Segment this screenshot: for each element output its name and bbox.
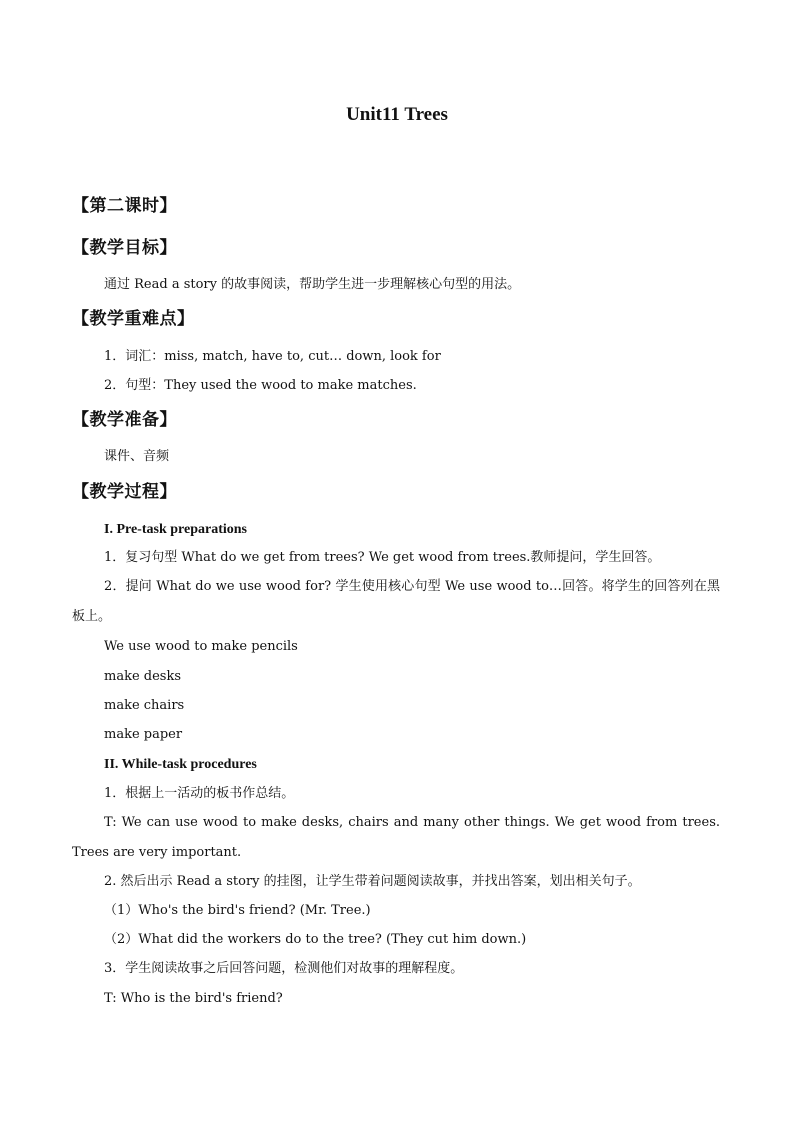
board-list-3: make chairs bbox=[104, 698, 185, 713]
board-list-2: make desks bbox=[104, 669, 182, 684]
pre-task-step-1: 1．复习句型 What do we get from trees? We get wood from trees.教师提问，学生回答。 bbox=[104, 550, 661, 565]
heading-process: 【教学过程】 bbox=[72, 482, 177, 502]
board-list-1: We use wood to make pencils bbox=[104, 639, 298, 654]
preparation-text: 课件、音频 bbox=[104, 449, 170, 464]
heading-keypoints: 【教学重难点】 bbox=[72, 309, 195, 329]
while-task-step-3: 3．学生阅读故事之后回答问题，检测他们对故事的理解程度。 bbox=[104, 961, 464, 976]
while-task-step-1: 1．根据上一活动的板书作总结。 bbox=[104, 786, 295, 801]
question-2: （2）What did the workers do to the tree? (They cut him down.) bbox=[104, 932, 527, 947]
heading-goals: 【教学目标】 bbox=[72, 238, 177, 258]
while-task-title: II. While-task procedures bbox=[104, 757, 257, 772]
heading-lesson: 【第二课时】 bbox=[72, 196, 177, 216]
pre-task-title: I. Pre-task preparations bbox=[104, 522, 247, 537]
page-title: Unit11 Trees bbox=[346, 104, 448, 125]
board-list-4: make paper bbox=[104, 727, 183, 742]
teacher-summary: T: We can use wood to make desks, chairs and many other things. We get wood from trees. Trees are very important. bbox=[72, 815, 720, 860]
pre-task-step-2: 2．提问 What do we use wood for? 学生使用核心句型 We use wood to…回答。将学生的回答列在黑板上。 bbox=[72, 579, 720, 624]
while-task-step-2: 2. 然后出示 Read a story 的挂图，让学生带着问题阅读故事，并找出答案，划出相关句子。 bbox=[104, 874, 641, 889]
goals-text: 通过 Read a story 的故事阅读，帮助学生进一步理解核心句型的用法。 bbox=[104, 277, 521, 292]
keypoint-vocab: 1．词汇：miss, match, have to, cut… down, look for bbox=[104, 349, 441, 364]
question-1: （1）Who's the bird's friend? (Mr. Tree.) bbox=[104, 903, 371, 918]
teacher-question: T: Who is the bird's friend? bbox=[104, 991, 283, 1006]
heading-preparation: 【教学准备】 bbox=[72, 410, 177, 430]
keypoint-pattern: 2．句型：They used the wood to make matches. bbox=[104, 378, 417, 393]
